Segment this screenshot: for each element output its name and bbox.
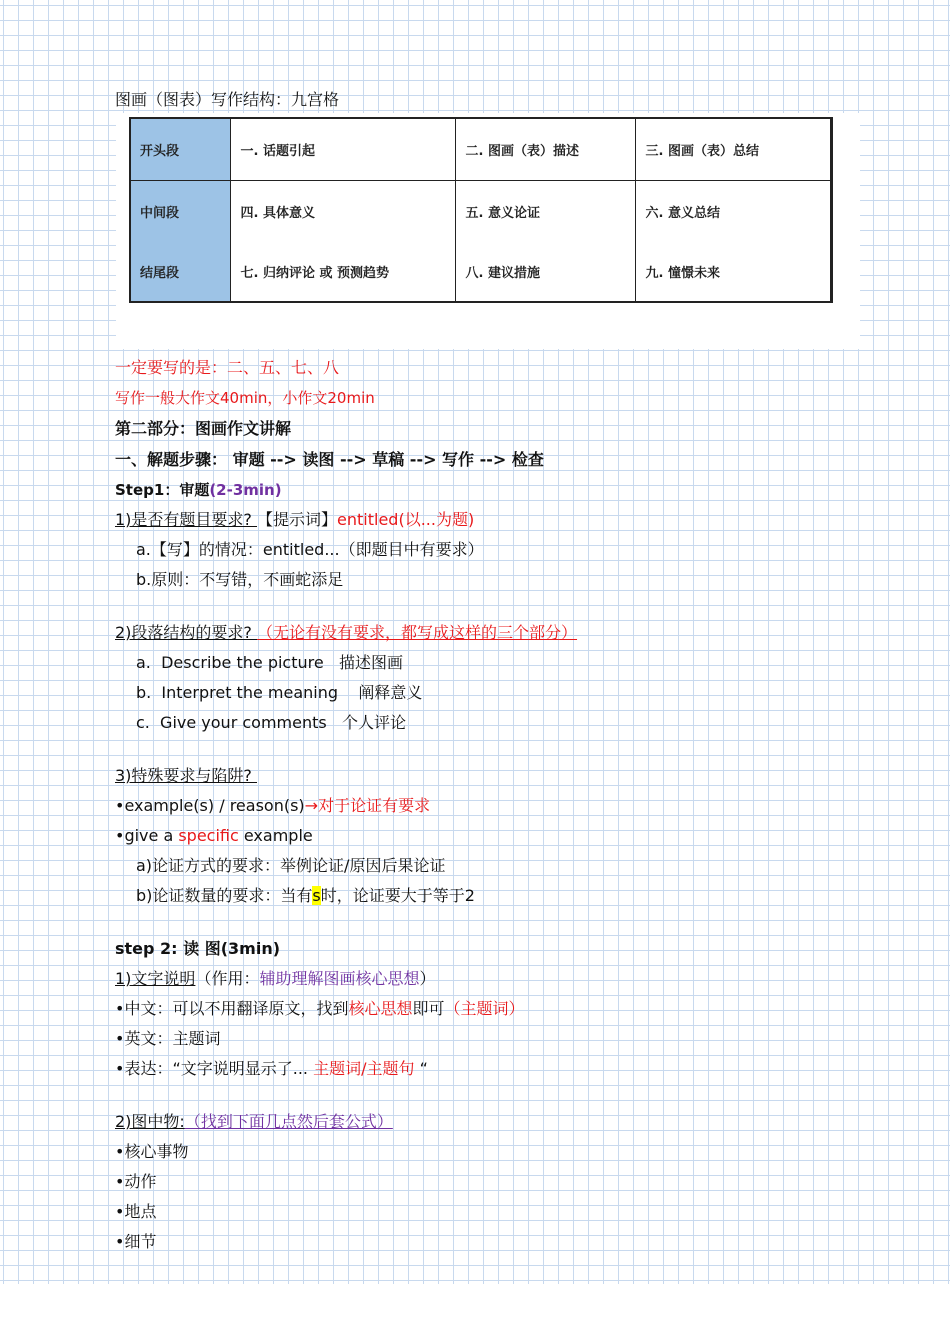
p1-chinese-line [115,998,525,1020]
p2-note: （找到下面几点然后套公式） [184,1112,393,1131]
table-row [130,181,831,243]
p1-purpose: 辅助理解图画核心思想 [259,969,420,988]
table-cell: 四. 具体意义 [230,181,455,243]
p1-cn-pre: •中文：可以不用翻译原文，找到 [115,999,349,1018]
p2-item: •动作 [115,1172,157,1191]
p1-english-line: •英文：主题词 [115,1029,221,1048]
q3-label: 3)特殊要求与陷阱? [115,766,258,785]
must-write-note: 一定要写的是：二、五、七、八 [115,358,340,377]
nine-grid-heading: 图画（图表）写作结构：九宫格 [115,90,340,109]
q1-item-b: b.原则：不写错，不画蛇添足 [136,570,344,589]
q3-give-specific: specific [178,826,239,845]
step1-title [115,479,282,501]
table-cell: 八. 建议措施 [455,242,635,302]
q3-item-b-post: 时，论证要大于等于2 [320,886,475,905]
table-row [130,118,831,181]
q1-hint: 【提示词】 [257,510,338,529]
nine-grid-table [129,117,833,303]
step2-p1 [115,968,435,990]
q2-item-c: c. Give your comments 个人评论 [136,713,406,732]
step1-q2 [115,622,577,644]
table-cell: 开头段 [130,118,230,181]
p2-item: •地点 [115,1202,157,1221]
table-cell: 二. 图画（表）描述 [455,118,635,181]
p1-cn-core: 核心思想 [348,999,413,1018]
q2-item-b: b. Interpret the meaning 阐释意义 [136,683,423,702]
q1-item-a: a.【写】的情况：entitled...（即题目中有要求） [136,540,484,559]
step2-p2 [115,1111,393,1133]
p2-item: •细节 [115,1232,157,1251]
p1-cn-mid: 即可 [412,999,445,1018]
q1-label: 1)是否有题目要求? [115,510,258,529]
p1-expr-pre: •表达：“文字说明显示了... [115,1059,314,1078]
p1-close: ） [419,969,436,988]
table-cell: 五. 意义论证 [455,181,635,243]
time-note: 写作一般大作文40min，小作文20min [115,389,375,407]
q2-item-a: a. Describe the picture 描述图画 [136,653,403,672]
step1-time: (2-3min) [209,481,282,499]
table-cell: 九. 憧憬未来 [635,242,831,302]
p1-expr-key: 主题词/主题句 [313,1059,415,1078]
table-cell: 七. 归纳评论 或 预测趋势 [230,242,455,302]
q3-give-prefix: •give a [115,826,179,845]
p1-expr-post: “ [414,1059,428,1078]
step2-title: step 2: 读 图(3min) [115,939,281,958]
q3-item-b-pre: b)论证数量的要求：当有 [136,886,313,905]
steps-line: 一、解题步骤： 审题 --> 读图 --> 草稿 --> 写作 --> 检查 [115,450,544,469]
q2-note: （无论有没有要求，都写成这样的三个部分） [257,623,578,642]
q3-highlight: s [312,886,321,905]
q1-entitled: entitled(以...为题) [337,510,475,529]
q3-example-line [115,795,430,817]
p1-open: （作用： [195,969,260,988]
q3-item-a: a)论证方式的要求：举例论证/原因后果论证 [136,856,446,875]
table-row [130,242,831,302]
table-cell: 六. 意义总结 [635,181,831,243]
part-title: 第二部分：图画作文讲解 [115,419,292,438]
table-cell: 一. 话题引起 [230,118,455,181]
q3-example-prefix: •example(s) / reason(s) [115,796,305,815]
p2-label: 2)图中物: [115,1112,185,1131]
p1-expression-line [115,1058,428,1080]
q2-label: 2)段落结构的要求? [115,623,258,642]
q3-give-suffix: example [238,826,313,845]
step1-q1 [115,509,474,531]
table-cell: 结尾段 [130,242,230,302]
q3-item-b [136,885,475,907]
q3-example-note: →对于论证有要求 [304,796,431,815]
p1-cn-key: （主题词） [444,999,525,1018]
step1-title-text: Step1：审题 [115,481,210,499]
p2-item: •核心事物 [115,1142,189,1161]
p1-label: 1)文字说明 [115,969,196,988]
q3-give-line [115,825,313,847]
table-cell: 三. 图画（表）总结 [635,118,831,181]
table-cell: 中间段 [130,181,230,243]
